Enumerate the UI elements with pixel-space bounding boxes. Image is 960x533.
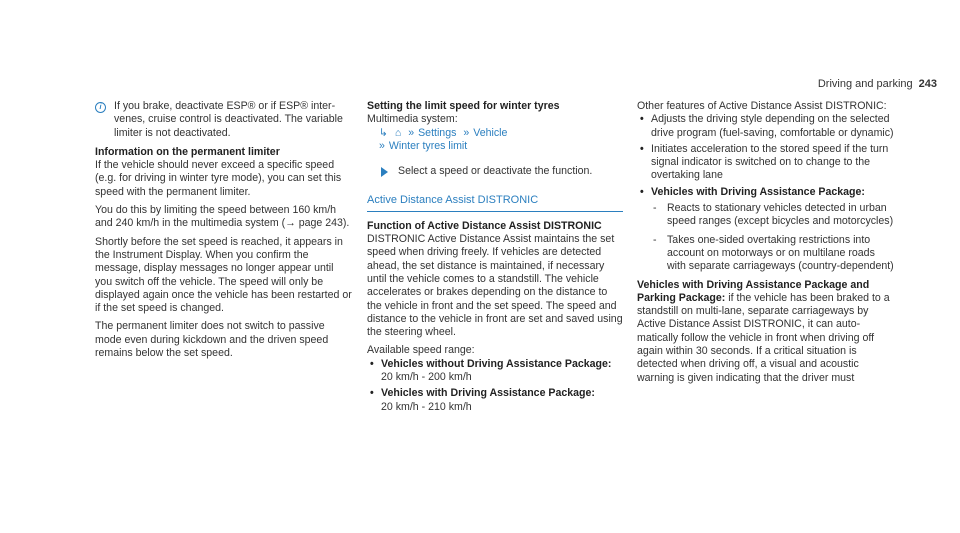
package-sublist	[651, 202, 895, 273]
section-title: Active Distance Assist DISTRONIC	[367, 194, 623, 211]
section-name: Driving and parking	[817, 78, 913, 90]
range-label: • Vehicles with Driving Assistance Package:	[381, 387, 595, 400]
note-block	[95, 100, 353, 140]
list-item	[367, 358, 623, 385]
list-item: - Reacts to stationary vehicles detected in urban speed ranges (except bicycles and motorcycles)	[651, 202, 895, 229]
path-settings: Settings	[418, 126, 457, 139]
paragraph-2: You do this by limiting the speed between 160 km/h and 240 km/h in the multimedia system (→ page 243).	[95, 204, 350, 230]
paragraph-3: Shortly before the set speed is reached, it appears in the Instrument Display. When you confirm the message, display messages no longer appear until you switch off the vehicle. The speed will only be displayed again once the vehicle has been restarted or if the set speed is changed.	[95, 235, 352, 315]
range-label: • Vehicles without Driving Assistance Package:	[381, 357, 612, 370]
speed-range-list	[367, 358, 623, 414]
instruction-step	[367, 165, 623, 178]
multimedia-label: Multimedia system:	[367, 113, 458, 126]
menu-path-2	[379, 140, 623, 153]
step-text: Select a speed or deactivate the function.	[398, 165, 593, 178]
path-vehicle: Vehicle	[473, 126, 508, 139]
return-arrow-icon: ↳	[379, 126, 388, 139]
column-right	[637, 100, 895, 390]
features-intro: Other features of Active Distance Assist DISTRONIC:	[637, 100, 887, 112]
list-item: - Takes one-sided overtaking restrictions into account on motorways or on multilane roads with separate carriageways (country-dependent)	[651, 234, 895, 274]
column-left	[95, 100, 353, 365]
paragraph-4: The permanent limiter does not switch to passive mode even during kickdown and the driven speed remains below the set speed.	[95, 320, 329, 360]
parking-label: Vehicles with Driving Assistance Package and Parking Package:	[637, 278, 870, 304]
double-chevron-icon: »	[408, 126, 415, 139]
menu-path	[379, 127, 623, 140]
features-list	[637, 113, 895, 273]
list-item: • Adjusts the driving style depending on the selected drive program (fuel-saving, comfortable or dynamic)	[637, 113, 895, 140]
home-icon: ⌂	[394, 126, 402, 139]
list-item: • Initiates acceleration to the stored speed if the turn signal indicator is switched on to change to the overtaking lane	[637, 143, 895, 183]
range-value: 20 km/h - 210 km/h	[381, 400, 472, 413]
page-number: 243	[918, 78, 937, 90]
column-middle	[367, 100, 623, 418]
range-value: 20 km/h - 200 km/h	[381, 371, 472, 384]
path-winter-limit: Winter tyres limit	[388, 139, 468, 152]
info-icon: i	[95, 102, 106, 113]
step-arrow-icon	[381, 167, 388, 177]
paragraph-1: If the vehicle should never exceed a specific speed (e.g. for driving in winter tyre mode), you can set this speed with the permanent limiter.	[95, 159, 342, 198]
parking-paragraph	[637, 279, 895, 385]
parking-text: if the vehicle has been braked to a standstill on multi-lane, separate carriageways by Active Distance Assist DISTRONIC, it can automatically follow the vehicle in front when driving off again within 30 seconds. If a critical situation is detected when driving off, a visual and acoustic warning is given indicating that the driver must	[637, 291, 890, 384]
package-label: • Vehicles with Driving Assistance Package:	[651, 185, 865, 198]
list-item	[637, 186, 895, 274]
double-chevron-icon: »	[379, 139, 385, 152]
heading-permanent-limiter: Information on the permanent limiter	[95, 145, 280, 158]
speed-range-intro: Available speed range:	[367, 344, 475, 357]
note-text: If you brake, deactivate ESP® or if ESP® intervenes, cruise control is deactivated. The variable limiter is not deactivated.	[114, 100, 343, 139]
distronic-body: DISTRONIC Active Distance Assist maintains the set speed when driving freely. If vehicles are detected ahead, the set distance is maintained, if necessary until the vehicle comes to a standstill. The vehicle accelerates or brakes depending on the distance to the vehicle in front and the set speed. The speed and distance to the vehicle in front are set and saved using the steering wheel.	[367, 233, 623, 339]
double-chevron-icon: »	[463, 126, 470, 139]
list-item	[367, 387, 623, 414]
page-header	[818, 78, 937, 90]
heading-winter-tyres: Setting the limit speed for winter tyres	[367, 100, 560, 112]
heading-distronic-function: Function of Active Distance Assist DISTRONIC	[367, 219, 602, 232]
